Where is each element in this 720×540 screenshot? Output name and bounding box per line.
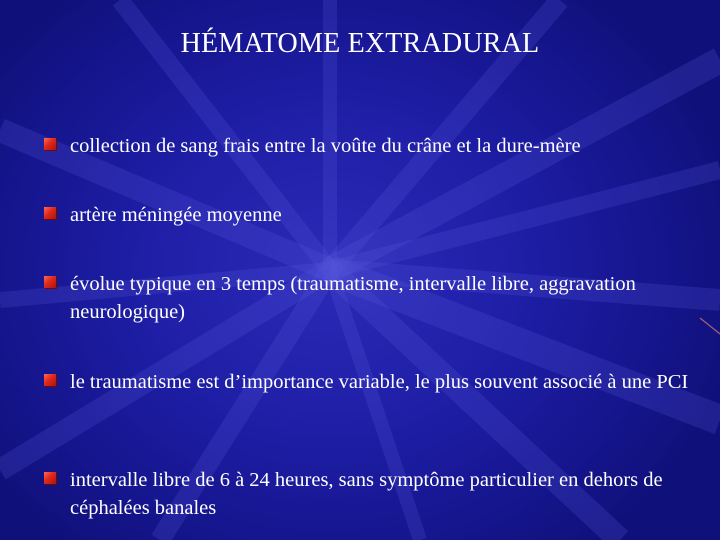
bullet-text: intervalle libre de 6 à 24 heures, sans symptôme particulier en dehors de céphalées banales <box>70 469 663 519</box>
bullet-text: le traumatisme est d’importance variable, le plus souvent associé à une PCI <box>70 371 689 393</box>
square-bullet-icon <box>44 138 56 150</box>
square-bullet-icon <box>44 374 56 386</box>
slide-title: HÉMATOME EXTRADURAL <box>180 28 540 59</box>
square-bullet-icon <box>44 472 56 484</box>
bullet-text: artère méningée moyenne <box>70 204 282 226</box>
bullet-text: évolue typique en 3 temps (traumatisme, intervalle libre, aggravation neurologique) <box>70 273 636 323</box>
square-bullet-icon <box>44 207 56 219</box>
square-bullet-icon <box>44 276 56 288</box>
bullet-text: collection de sang frais entre la voûte du crâne et la dure-mère <box>70 135 581 157</box>
